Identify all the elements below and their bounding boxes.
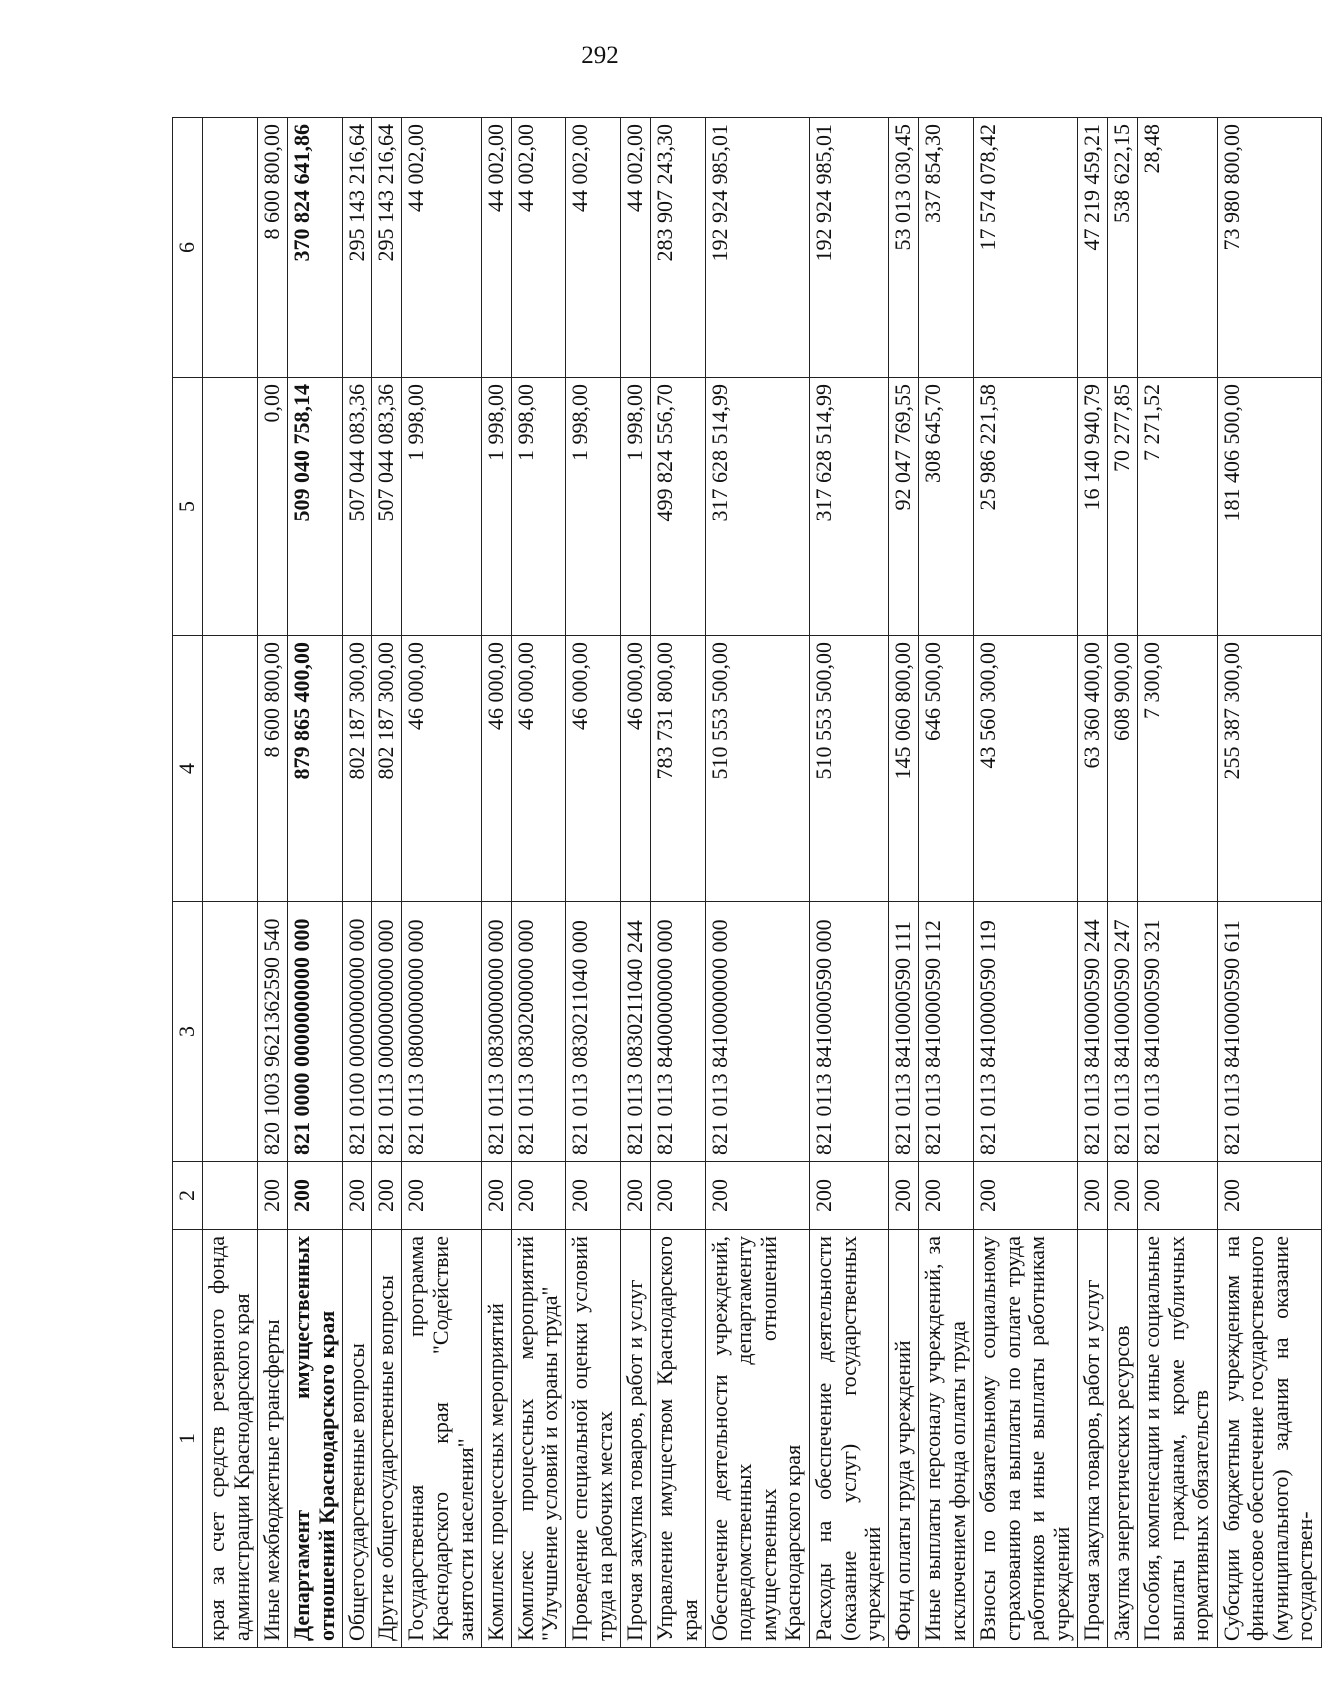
row-fact-cell: 181 406 500,00 (1217, 378, 1321, 636)
row-name-cell: Другие общегосударственные вопросы (372, 1230, 402, 1648)
row-rest-cell: 44 002,00 (566, 118, 621, 378)
row-rest-cell: 337 854,30 (919, 118, 974, 378)
row-kbk-cell: 821 0000 0000000000 000 (287, 902, 342, 1162)
row-code-cell: 200 (566, 1162, 621, 1230)
row-fact-cell: 70 277,85 (1108, 378, 1138, 636)
row-code-cell: 200 (402, 1162, 482, 1230)
table-row (372, 118, 402, 1648)
row-name-cell: Прочая закупка товаров, работ и услуг (1078, 1230, 1108, 1648)
row-code-cell: 200 (919, 1162, 974, 1230)
row-name-cell: Расходы на обеспечение деятельности (оказание услуг) государственных учреждений (809, 1230, 889, 1648)
row-plan-cell: 46 000,00 (566, 636, 621, 902)
row-fact-cell: 16 140 940,79 (1078, 378, 1108, 636)
row-rest-cell: 73 980 800,00 (1217, 118, 1321, 378)
row-kbk-cell: 821 0113 0830211040 244 (621, 902, 651, 1162)
row-code-cell: 200 (287, 1162, 342, 1230)
row-plan-cell: 43 560 300,00 (973, 636, 1077, 902)
row-name-cell: Иные выплаты персоналу учреждений, за исключением фонда оплаты труда (919, 1230, 974, 1648)
row-plan-cell: 46 000,00 (402, 636, 482, 902)
table-row (919, 118, 974, 1648)
row-plan-cell: 7 300,00 (1138, 636, 1218, 902)
budget-table (172, 117, 1322, 1648)
row-rest-cell: 53 013 030,45 (889, 118, 919, 378)
row-fact-cell: 317 628 514,99 (809, 378, 889, 636)
row-fact-cell: 507 044 083,36 (372, 378, 402, 636)
row-plan-cell: 608 900,00 (1108, 636, 1138, 902)
header-col-4: 4 (173, 636, 203, 902)
row-code-cell: 200 (257, 1162, 287, 1230)
row-kbk-cell: 821 0113 8410000590 321 (1138, 902, 1218, 1162)
row-name-cell: Государственная программа Краснодарского края "Содействие занятости населения" (402, 1230, 482, 1648)
table-row (257, 118, 287, 1648)
table-row (481, 118, 511, 1648)
header-col-6: 6 (173, 118, 203, 378)
row-kbk-cell: 821 0113 8410000590 247 (1108, 902, 1138, 1162)
row-name-cell: Пособия, компенсации и иные социальные выплаты гражданам, кроме публичных нормативных обязательств (1138, 1230, 1218, 1648)
row-kbk-cell: 821 0113 8410000590 119 (973, 902, 1077, 1162)
row-kbk-cell: 821 0113 0830000000 000 (481, 902, 511, 1162)
row-code-cell: 200 (889, 1162, 919, 1230)
row-name-cell: Управление имуществом Краснодарского края (650, 1230, 705, 1648)
row-name-cell: Проведение специальной оценки условий труда на рабочих местах (566, 1230, 621, 1648)
row-rest-cell: 44 002,00 (511, 118, 566, 378)
row-fact-cell: 317 628 514,99 (705, 378, 809, 636)
row-plan-cell: 783 731 800,00 (650, 636, 705, 902)
row-rest-cell: 28,48 (1138, 118, 1218, 378)
row-kbk-cell: 821 0113 8400000000 000 (650, 902, 705, 1162)
row-code-cell: 200 (511, 1162, 566, 1230)
row-rest-cell: 295 143 216,64 (372, 118, 402, 378)
row-kbk-cell: 821 0113 0830200000 000 (511, 902, 566, 1162)
row-rest-cell: 8 600 800,00 (257, 118, 287, 378)
row-plan-cell: 802 187 300,00 (342, 636, 372, 902)
row-name-cell: Комплекс процессных мероприятий "Улучшение условий и охраны труда" (511, 1230, 566, 1648)
row-fact-cell: 308 645,70 (919, 378, 974, 636)
row-rest-cell: 295 143 216,64 (342, 118, 372, 378)
rotated-table-area (172, 118, 1322, 1648)
row-fact-cell: 499 824 556,70 (650, 378, 705, 636)
table-row (889, 118, 919, 1648)
row-code-cell: 200 (1138, 1162, 1218, 1230)
row-fact-cell: 1 998,00 (566, 378, 621, 636)
row-rest-cell: 192 924 985,01 (705, 118, 809, 378)
row-plan-cell: 879 865 400,00 (287, 636, 342, 902)
row-code-cell: 200 (650, 1162, 705, 1230)
row-plan-cell: 646 500,00 (919, 636, 974, 902)
row-name-cell: Взносы по обязательному социальному страхованию на выплаты по оплате труда работников и иные выплаты работникам учреждений (973, 1230, 1077, 1648)
row-plan-cell: 802 187 300,00 (372, 636, 402, 902)
row-name-cell: Прочая закупка товаров, работ и услуг (621, 1230, 651, 1648)
table-row (287, 118, 342, 1648)
page-number: 292 (581, 42, 619, 69)
row-plan-cell: 8 600 800,00 (257, 636, 287, 902)
row-name-cell: края за счет средств резервного фонда администрации Краснодарского края (203, 1230, 258, 1648)
row-plan-cell: 46 000,00 (511, 636, 566, 902)
row-code-cell: 200 (342, 1162, 372, 1230)
table-row (621, 118, 651, 1648)
row-code-cell: 200 (1217, 1162, 1321, 1230)
row-name-cell: Комплекс процессных мероприятий (481, 1230, 511, 1648)
row-name-cell: Фонд оплаты труда учреждений (889, 1230, 919, 1648)
row-rest-cell: 192 924 985,01 (809, 118, 889, 378)
table-row (1108, 118, 1138, 1648)
row-kbk-cell: 821 0113 8410000590 611 (1217, 902, 1321, 1162)
row-rest-cell: 44 002,00 (402, 118, 482, 378)
table-row (342, 118, 372, 1648)
row-kbk-cell: 821 0113 8410000590 000 (809, 902, 889, 1162)
row-name-cell: Департамент имущественных отношений Краснодарского края (287, 1230, 342, 1648)
row-plan-cell: 510 553 500,00 (809, 636, 889, 902)
row-fact-cell: 1 998,00 (511, 378, 566, 636)
row-code-cell: 200 (621, 1162, 651, 1230)
row-code-cell: 200 (372, 1162, 402, 1230)
header-col-3: 3 (173, 902, 203, 1162)
row-fact-cell: 0,00 (257, 378, 287, 636)
row-fact-cell: 1 998,00 (402, 378, 482, 636)
row-code-cell: 200 (809, 1162, 889, 1230)
row-kbk-cell: 820 1003 9621362590 540 (257, 902, 287, 1162)
table-row (402, 118, 482, 1648)
row-fact-cell (203, 378, 258, 636)
row-plan-cell (203, 636, 258, 902)
row-code-cell (203, 1162, 258, 1230)
row-code-cell: 200 (1108, 1162, 1138, 1230)
row-plan-cell: 145 060 800,00 (889, 636, 919, 902)
row-rest-cell: 17 574 078,42 (973, 118, 1077, 378)
row-kbk-cell: 821 0113 8410000590 111 (889, 902, 919, 1162)
row-kbk-cell: 821 0113 8410000590 244 (1078, 902, 1108, 1162)
row-plan-cell: 46 000,00 (621, 636, 651, 902)
header-col-5: 5 (173, 378, 203, 636)
row-fact-cell: 507 044 083,36 (342, 378, 372, 636)
row-fact-cell: 92 047 769,55 (889, 378, 919, 636)
header-row (173, 118, 203, 1648)
row-name-cell: Субсидии бюджетным учреждениям на финансовое обеспечение государственного (муниципального) задания на оказание государствен- (1217, 1230, 1321, 1648)
row-fact-cell: 1 998,00 (481, 378, 511, 636)
row-name-cell: Иные межбюджетные трансферты (257, 1230, 287, 1648)
row-name-cell: Обеспечение деятельности учреждений, подведомственных департаменту имущественных отношений Краснодарского края (705, 1230, 809, 1648)
table-row (705, 118, 809, 1648)
row-kbk-cell: 821 0100 0000000000 000 (342, 902, 372, 1162)
row-kbk-cell: 821 0113 8410000000 000 (705, 902, 809, 1162)
table-row (1217, 118, 1321, 1648)
row-fact-cell: 7 271,52 (1138, 378, 1218, 636)
row-kbk-cell: 821 0113 8410000590 112 (919, 902, 974, 1162)
row-rest-cell: 44 002,00 (621, 118, 651, 378)
table-row (511, 118, 566, 1648)
table-body (203, 118, 1322, 1648)
row-kbk-cell: 821 0113 0800000000 000 (402, 902, 482, 1162)
row-plan-cell: 46 000,00 (481, 636, 511, 902)
row-fact-cell: 509 040 758,14 (287, 378, 342, 636)
row-fact-cell: 1 998,00 (621, 378, 651, 636)
table-row (1138, 118, 1218, 1648)
header-col-1: 1 (173, 1230, 203, 1648)
row-code-cell: 200 (973, 1162, 1077, 1230)
row-rest-cell: 47 219 459,21 (1078, 118, 1108, 378)
row-plan-cell: 510 553 500,00 (705, 636, 809, 902)
row-code-cell: 200 (1078, 1162, 1108, 1230)
table-row (650, 118, 705, 1648)
row-code-cell: 200 (481, 1162, 511, 1230)
table-row (973, 118, 1077, 1648)
row-plan-cell: 63 360 400,00 (1078, 636, 1108, 902)
row-rest-cell: 283 907 243,30 (650, 118, 705, 378)
row-plan-cell: 255 387 300,00 (1217, 636, 1321, 902)
row-rest-cell: 370 824 641,86 (287, 118, 342, 378)
table-row (203, 118, 258, 1648)
row-fact-cell: 25 986 221,58 (973, 378, 1077, 636)
header-col-2: 2 (173, 1162, 203, 1230)
row-kbk-cell: 821 0113 0830211040 000 (566, 902, 621, 1162)
row-kbk-cell: 821 0113 0000000000 000 (372, 902, 402, 1162)
row-name-cell: Закупка энергетических ресурсов (1108, 1230, 1138, 1648)
row-rest-cell: 538 622,15 (1108, 118, 1138, 378)
row-code-cell: 200 (705, 1162, 809, 1230)
row-kbk-cell (203, 902, 258, 1162)
row-name-cell: Общегосударственные вопросы (342, 1230, 372, 1648)
table-row (809, 118, 889, 1648)
table-row (1078, 118, 1108, 1648)
row-rest-cell (203, 118, 258, 378)
table-row (566, 118, 621, 1648)
row-rest-cell: 44 002,00 (481, 118, 511, 378)
